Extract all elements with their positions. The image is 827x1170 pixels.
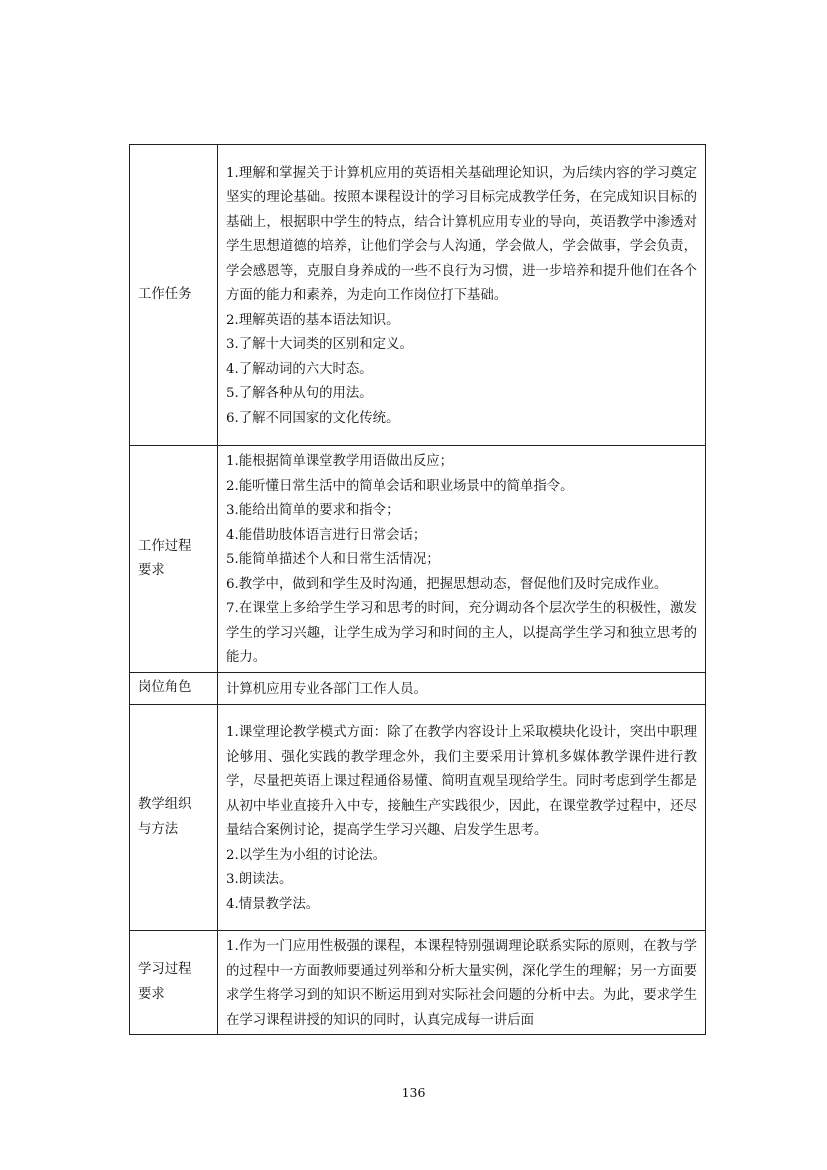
content-paragraph: 6.了解不同国家的文化传统。 <box>226 410 400 426</box>
table-row-learning-process <box>130 931 706 1035</box>
row-content-job-role <box>218 673 706 705</box>
table-row-job-role <box>130 673 706 705</box>
page-number: 136 <box>401 1085 426 1100</box>
content-paragraph: 1.课堂理论教学模式方面：除了在教学内容设计上采取模块化设计，突出中职理论够用、强化实践的教学理念外，我们主要采用计算机多媒体教学课件进行教学，尽量把英语上课过程通俗易懂、简明直观呈现给学生。同时考虑到学生都是从初中毕业直接升入中专，接触生产实践很少，因此，在课堂教学过程中，还尽量结合案例讨论，提高学生学习兴趣、启发学生思考。 <box>226 725 697 838</box>
content-paragraph: 6.教学中，做到和学生及时沟通，把握思想动态，督促他们及时完成作业。 <box>226 576 668 592</box>
row-label-learning-process <box>130 931 218 1035</box>
row-content-work-process <box>218 446 706 673</box>
content-paragraph: 4.情景教学法。 <box>226 896 320 912</box>
table-row-work-tasks <box>130 145 706 446</box>
content-paragraph: 7.在课堂上多给学生学习和思考的时间，充分调动各个层次学生的积极性，激发学生的学习兴趣，让学生成为学习和时间的主人，以提高学生学习和独立思考的能力。 <box>226 601 697 666</box>
row-label-work-tasks <box>130 145 218 446</box>
row-label-line: 学习过程 <box>138 962 192 977</box>
content-paragraph: 3.能给出简单的要求和指令； <box>226 503 400 519</box>
row-label-line: 工作过程 <box>138 538 192 554</box>
row-content-teaching-methods <box>218 705 706 931</box>
row-label-job-role <box>130 673 218 705</box>
row-label-line: 要求 <box>138 986 165 1002</box>
table-row-work-process <box>130 446 706 673</box>
row-label-line: 教学组织 <box>138 797 192 812</box>
row-label-line: 要求 <box>138 563 165 578</box>
content-paragraph: 2.理解英语的基本语法知识。 <box>226 312 400 328</box>
row-content-work-tasks <box>218 145 706 446</box>
content-paragraph: 5.能简单描述个人和日常生活情况； <box>226 552 440 568</box>
row-label-text: 工作任务 <box>138 286 192 302</box>
course-info-table <box>129 144 706 1035</box>
row-label-teaching-methods <box>130 705 218 931</box>
row-label-work-process <box>130 446 218 673</box>
table-row-teaching-methods <box>130 705 706 931</box>
content-paragraph: 4.了解动词的六大时态。 <box>226 361 373 377</box>
content-paragraph: 1.能根据简单课堂教学用语做出反应； <box>226 454 454 470</box>
row-content-learning-process <box>218 931 706 1035</box>
content-paragraph: 1.作为一门应用性极强的课程，本课程特别强调理论联系实际的原则，在教与学的过程中一方面教师要通过列举和分析大量实例，深化学生的理解；另一方面要求学生将学习到的知识不断运用到对实际社会问题的分析中去。为此，要求学生在学习课程讲授的知识的同时，认真完成每一讲后面 <box>226 939 697 1028</box>
row-label-line: 与方法 <box>138 821 179 837</box>
content-paragraph: 2.能听懂日常生活中的简单会话和职业场景中的简单指令。 <box>226 478 574 494</box>
content-paragraph: 计算机应用专业各部门工作人员。 <box>226 681 427 697</box>
content-paragraph: 3.了解十大词类的区别和定义。 <box>226 337 413 353</box>
content-paragraph: 4.能借助肢体语言进行日常会话； <box>226 527 427 543</box>
content-paragraph: 1.理解和掌握关于计算机应用的英语相关基础理论知识，为后续内容的学习奠定坚实的理论基础。按照本课程设计的学习目标完成教学任务，在完成知识目标的基础上，根据职中学生的特点，结合计算机应用专业的导向，英语教学中渗透对学生思想道德的培养，让他们学会与人沟通，学会做人，学会做事，学会负责，学会感恩等，克服自身养成的一些不良行为习惯，进一步培养和提升他们在各个方面的能力和素养，为走向工作岗位打下基础。 <box>226 165 697 304</box>
row-label-text: 岗位角色 <box>138 680 192 696</box>
content-paragraph: 3.朗读法。 <box>226 872 293 887</box>
content-paragraph: 5.了解各种从句的用法。 <box>226 386 373 402</box>
content-paragraph: 2.以学生为小组的讨论法。 <box>226 847 387 863</box>
